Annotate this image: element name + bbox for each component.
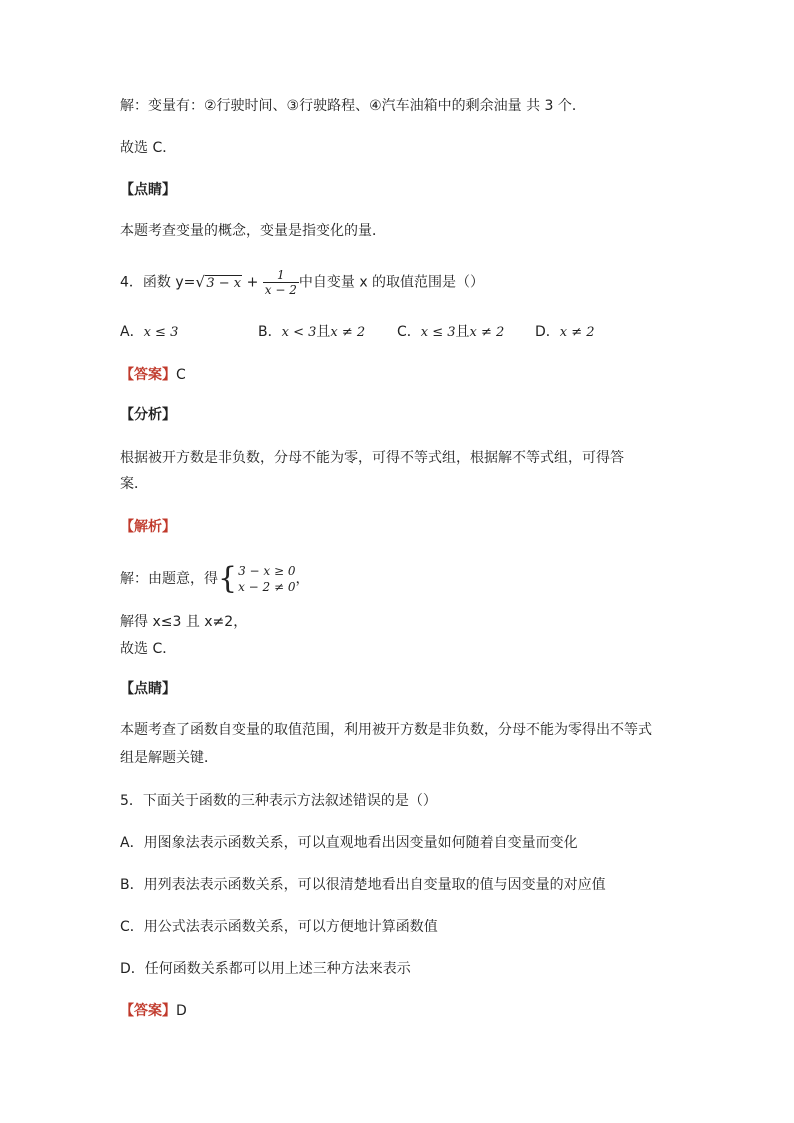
q4-options	[120, 323, 680, 341]
q3-choose: 故选 C．	[120, 140, 177, 156]
option-letter: A．	[120, 324, 144, 340]
q4-comment-label: 【点睛】	[120, 681, 176, 697]
q4-explain	[120, 562, 310, 596]
answer-label: 【答案】	[120, 1003, 176, 1019]
q3-solution: 解：变量有：②行驶时间、③行驶路程、④汽车油箱中的剩余油量 共 3 个．	[120, 98, 586, 114]
left-brace-icon: {	[218, 561, 238, 596]
q5-answer	[120, 1002, 187, 1020]
option-math: x ≤ 3	[143, 325, 179, 340]
q5-option-d: D．任何函数关系都可以用上述三种方法来表示	[120, 961, 411, 977]
q5-option-b: B．用列表法表示函数关系，可以很清楚地看出自变量取的值与因变量的对应值	[120, 877, 606, 893]
option-math: x ≤ 3	[420, 325, 456, 340]
q4-stem	[120, 268, 484, 297]
option-and: 且	[316, 324, 331, 340]
inequality-system	[238, 563, 295, 595]
explain-suffix: ，	[295, 571, 310, 587]
q4-option-a	[120, 323, 178, 342]
answer-label: 【答案】	[120, 367, 176, 383]
q4-prefix: 4．函数 y=	[120, 274, 196, 291]
system-row-2: x − 2 ≠ 0	[238, 580, 296, 594]
q4-answer	[120, 366, 186, 384]
option-math: x ≠ 2	[330, 325, 366, 340]
sqrt-symbol-icon: √	[195, 272, 205, 291]
q4-option-b	[258, 323, 365, 342]
option-and: 且	[455, 324, 470, 340]
q4-analysis-label: 【分析】	[120, 407, 176, 423]
q4-analysis-line-2: 案．	[120, 476, 148, 492]
option-letter: B．	[258, 324, 282, 340]
q5-option-c: C．用公式法表示函数关系，可以方便地计算函数值	[120, 919, 438, 935]
q3-comment-label: 【点睛】	[120, 182, 176, 198]
sqrt-expression	[195, 272, 242, 293]
q4-option-c	[397, 323, 504, 342]
system-row-1: 3 − x ≥ 0	[238, 564, 296, 578]
q4-choose: 故选 C．	[120, 641, 177, 657]
fraction	[263, 268, 299, 297]
q4-comment-line-1: 本题考查了函数自变量的取值范围，利用被开方数是非负数，分母不能为零得出不等式	[120, 722, 652, 738]
q5-stem: 5．下面关于函数的三种表示方法叙述错误的是（）	[120, 793, 437, 809]
explain-prefix: 解：由题意，得	[120, 571, 218, 587]
q4-suffix: 中自变量 x 的取值范围是（）	[298, 274, 485, 291]
q4-option-d	[535, 323, 595, 342]
q4-explain-label: 【解析】	[120, 519, 176, 535]
q4-explain-result: 解得 x≤3 且 x≠2，	[120, 614, 248, 630]
q3-comment: 本题考查变量的概念，变量是指变化的量．	[120, 223, 386, 239]
option-math: x ≠ 2	[469, 325, 505, 340]
plus-sign: +	[246, 274, 259, 291]
option-letter: C．	[397, 324, 421, 340]
answer-value: C	[176, 367, 186, 383]
sqrt-argument: 3 − x	[206, 275, 242, 291]
option-math: x < 3	[281, 325, 317, 340]
q4-analysis-line-1: 根据被开方数是非负数，分母不能为零，可得不等式组，根据解不等式组，可得答	[120, 450, 624, 466]
option-letter: D．	[535, 324, 560, 340]
q5-option-a: A．用图象法表示函数关系，可以直观地看出因变量如何随着自变量而变化	[120, 835, 578, 851]
fraction-numerator: 1	[263, 268, 299, 283]
answer-value: D	[176, 1003, 187, 1019]
option-math: x ≠ 2	[559, 325, 595, 340]
q4-comment-line-2: 组是解题关键．	[120, 750, 218, 766]
fraction-denominator: x − 2	[264, 283, 297, 297]
